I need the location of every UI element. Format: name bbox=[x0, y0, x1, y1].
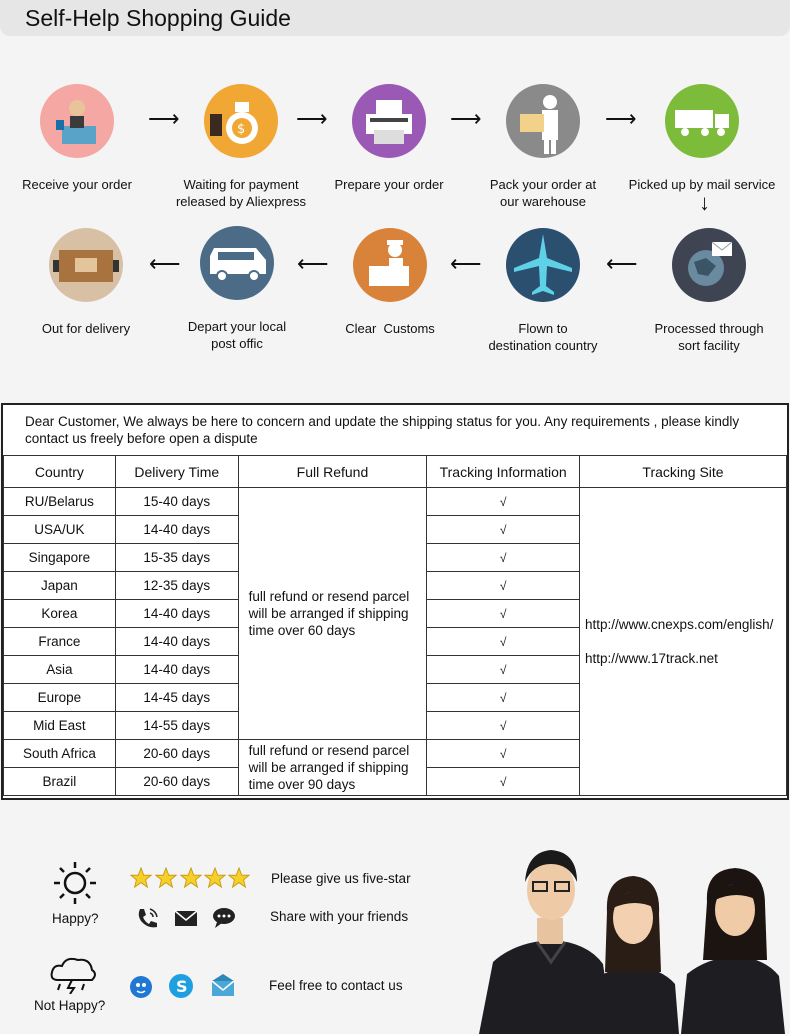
refund-cell: full refund or resend parcel will be arranged if shipping time over 60 days bbox=[238, 488, 427, 740]
country-cell: USA/UK bbox=[4, 516, 116, 544]
step-label: Depart your local post offic bbox=[187, 319, 287, 351]
money-bag-icon bbox=[204, 84, 278, 158]
tracking-check-cell: √ bbox=[427, 712, 580, 740]
tracking-check-cell: √ bbox=[427, 516, 580, 544]
table-row bbox=[4, 488, 787, 516]
tracking-check-cell: √ bbox=[427, 740, 580, 768]
tracking-check-cell: √ bbox=[427, 684, 580, 712]
messenger-bird-icon[interactable] bbox=[128, 973, 154, 999]
delivery-time-cell: 12-35 days bbox=[115, 572, 238, 600]
arrow-right-icon: ⟶ bbox=[605, 106, 637, 131]
tracking-check-cell: √ bbox=[427, 768, 580, 796]
step-receive-order bbox=[0, 84, 157, 193]
refund-cell: full refund or resend parcel will be arranged if shipping time over 90 days bbox=[238, 740, 427, 796]
country-cell: Asia bbox=[4, 656, 116, 684]
van-icon bbox=[200, 226, 274, 300]
star-icon bbox=[228, 867, 250, 889]
arrow-left-icon: ⟵ bbox=[450, 251, 482, 276]
airplane-icon bbox=[506, 228, 580, 302]
step-label: Clear Customs bbox=[345, 321, 435, 336]
delivery-time-cell: 14-45 days bbox=[115, 684, 238, 712]
step-pack-order bbox=[463, 84, 623, 210]
tracking-site-link[interactable]: http://www.cnexps.com/english/ bbox=[585, 616, 774, 632]
truck-icon bbox=[665, 84, 739, 158]
title-bar bbox=[0, 0, 790, 36]
share-text: Share with your friends bbox=[270, 909, 409, 924]
step-flown bbox=[463, 228, 623, 354]
box-icon bbox=[49, 228, 123, 302]
column-header: Tracking Site bbox=[580, 456, 787, 488]
delivery-time-cell: 14-40 days bbox=[115, 600, 238, 628]
step-waiting-payment bbox=[161, 84, 321, 210]
step-depart-post-office bbox=[157, 226, 317, 352]
svg-text:S: S bbox=[176, 977, 188, 996]
customs-officer-icon bbox=[353, 228, 427, 302]
contact-text: Feel free to contact us bbox=[269, 978, 403, 993]
step-label: Pack your order at our warehouse bbox=[489, 177, 597, 209]
not-happy-label: Not Happy? bbox=[34, 998, 106, 1013]
five-star-text: Please give us five-star bbox=[271, 871, 411, 886]
star-icon bbox=[204, 867, 226, 889]
delivery-time-cell: 14-40 days bbox=[115, 628, 238, 656]
skype-icon[interactable] bbox=[168, 973, 194, 999]
step-label: Out for delivery bbox=[41, 321, 131, 336]
column-header: Tracking Information bbox=[427, 456, 580, 488]
delivery-time-cell: 20-60 days bbox=[115, 768, 238, 796]
country-cell: Korea bbox=[4, 600, 116, 628]
country-cell: Singapore bbox=[4, 544, 116, 572]
arrow-right-icon: ⟶ bbox=[148, 106, 180, 131]
svg-text:$: $ bbox=[237, 122, 246, 137]
country-cell: Japan bbox=[4, 572, 116, 600]
step-prepare-order bbox=[309, 84, 469, 193]
column-header: Delivery Time bbox=[115, 456, 238, 488]
country-cell: Europe bbox=[4, 684, 116, 712]
star-icon bbox=[180, 867, 202, 889]
mail-icon[interactable] bbox=[173, 905, 199, 931]
tracking-site-cell bbox=[580, 488, 787, 796]
tracking-check-cell: √ bbox=[427, 544, 580, 572]
country-cell: Brazil bbox=[4, 768, 116, 796]
arrow-left-icon: ⟵ bbox=[149, 251, 181, 276]
column-header: Country bbox=[4, 456, 116, 488]
shipping-intro: Dear Customer, We always be here to concern and update the shipping status for you. Any requirements , please kindly contact us freely before open a dispute bbox=[25, 414, 740, 446]
step-label: Prepare your order bbox=[334, 177, 444, 192]
table-header-row bbox=[4, 456, 787, 488]
tracking-check-cell: √ bbox=[427, 628, 580, 656]
package-worker-icon bbox=[506, 84, 580, 158]
envelope-icon[interactable] bbox=[210, 973, 236, 999]
step-label: Waiting for payment released by Aliexpress bbox=[175, 177, 307, 209]
chat-icon[interactable] bbox=[211, 905, 237, 931]
step-label: Picked up by mail service bbox=[628, 177, 776, 192]
customer-service-team-image bbox=[475, 842, 790, 1034]
country-cell: RU/Belarus bbox=[4, 488, 116, 516]
tracking-check-cell: √ bbox=[427, 488, 580, 516]
star-icon bbox=[155, 867, 177, 889]
step-label: Flown to destination country bbox=[488, 321, 598, 353]
step-label: Processed through sort facility bbox=[654, 321, 764, 353]
phone-icon[interactable] bbox=[134, 905, 160, 931]
globe-mail-icon bbox=[672, 228, 746, 302]
shipping-table bbox=[3, 455, 787, 796]
printer-icon bbox=[352, 84, 426, 158]
arrow-down-icon: ↓ bbox=[699, 190, 710, 215]
arrow-right-icon: ⟶ bbox=[296, 106, 328, 131]
page-title: Self-Help Shopping Guide bbox=[25, 5, 291, 31]
star-icon bbox=[130, 867, 152, 889]
country-cell: Mid East bbox=[4, 712, 116, 740]
step-picked-up bbox=[622, 84, 782, 193]
delivery-time-cell: 20-60 days bbox=[115, 740, 238, 768]
delivery-time-cell: 15-40 days bbox=[115, 488, 238, 516]
happy-label: Happy? bbox=[52, 911, 99, 926]
country-cell: South Africa bbox=[4, 740, 116, 768]
storm-cloud-icon bbox=[48, 952, 98, 994]
cashier-icon bbox=[40, 84, 114, 158]
shipping-info-panel bbox=[1, 403, 789, 800]
delivery-time-cell: 14-40 days bbox=[115, 656, 238, 684]
step-out-for-delivery bbox=[6, 228, 166, 337]
step-label: Receive your order bbox=[22, 177, 132, 192]
tracking-site-link[interactable]: http://www.17track.net bbox=[585, 650, 718, 666]
country-cell: France bbox=[4, 628, 116, 656]
delivery-time-cell: 14-55 days bbox=[115, 712, 238, 740]
tracking-check-cell: √ bbox=[427, 656, 580, 684]
tracking-check-cell: √ bbox=[427, 600, 580, 628]
column-header: Full Refund bbox=[238, 456, 427, 488]
arrow-left-icon: ⟵ bbox=[606, 251, 638, 276]
delivery-time-cell: 14-40 days bbox=[115, 516, 238, 544]
delivery-time-cell: 15-35 days bbox=[115, 544, 238, 572]
step-clear-customs bbox=[310, 228, 470, 337]
arrow-left-icon: ⟵ bbox=[297, 251, 329, 276]
step-sort-facility bbox=[629, 228, 789, 354]
sun-icon bbox=[52, 860, 98, 906]
arrow-right-icon: ⟶ bbox=[450, 106, 482, 131]
tracking-check-cell: √ bbox=[427, 572, 580, 600]
